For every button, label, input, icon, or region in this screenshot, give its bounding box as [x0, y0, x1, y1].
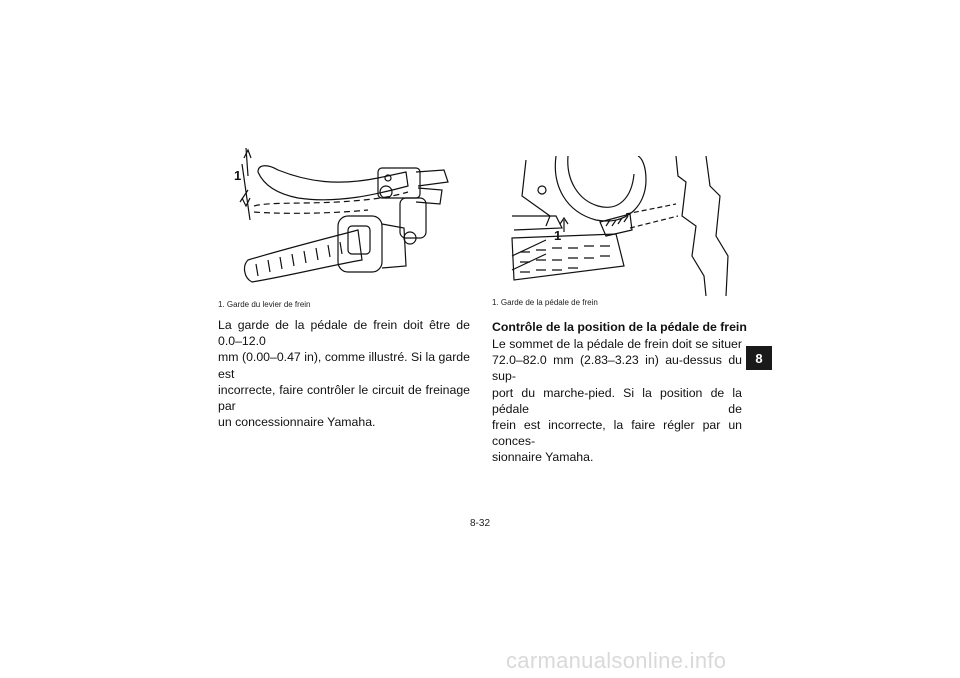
brake-lever-illustration: [228, 142, 464, 294]
section-tab: 8: [746, 346, 772, 370]
figure-callout-1: 1: [234, 168, 242, 183]
text-line: un concessionnaire Yamaha.: [218, 415, 376, 430]
brake-lever-free-play-text: [218, 317, 470, 430]
watermark: carmanualsonline.info: [506, 648, 727, 673]
page-number: 8-32: [470, 518, 491, 529]
text-line: La garde de la pédale de frein doit être de 0.0–12.0: [218, 318, 470, 349]
text-line: port du marche-pied. Si la position de la pédale de: [492, 385, 742, 416]
brake-pedal-position-text: [492, 336, 742, 466]
text-line: frein est incorrecte, la faire régler par un conces-: [492, 418, 742, 449]
text-line: 72.0–82.0 mm (2.83–3.23 in) au-dessus du sup-: [492, 353, 742, 384]
text-line: Le sommet de la pédale de frein doit se situer: [492, 337, 742, 351]
text-line: mm (0.00–0.47 in), comme illustré. Si la garde est: [218, 350, 470, 381]
figure-caption-brake-pedal: 1. Garde de la pédale de frein: [492, 298, 598, 307]
text-line: sionnaire Yamaha.: [492, 450, 594, 465]
figure-callout-1: 1: [554, 228, 562, 243]
brake-pedal-illustration: [506, 156, 742, 296]
section-heading: Contrôle de la position de la pédale de frein: [492, 320, 747, 334]
text-line: incorrecte, faire contrôler le circuit de freinage par: [218, 382, 470, 414]
figure-caption-brake-lever: 1. Garde du levier de frein: [218, 300, 311, 309]
